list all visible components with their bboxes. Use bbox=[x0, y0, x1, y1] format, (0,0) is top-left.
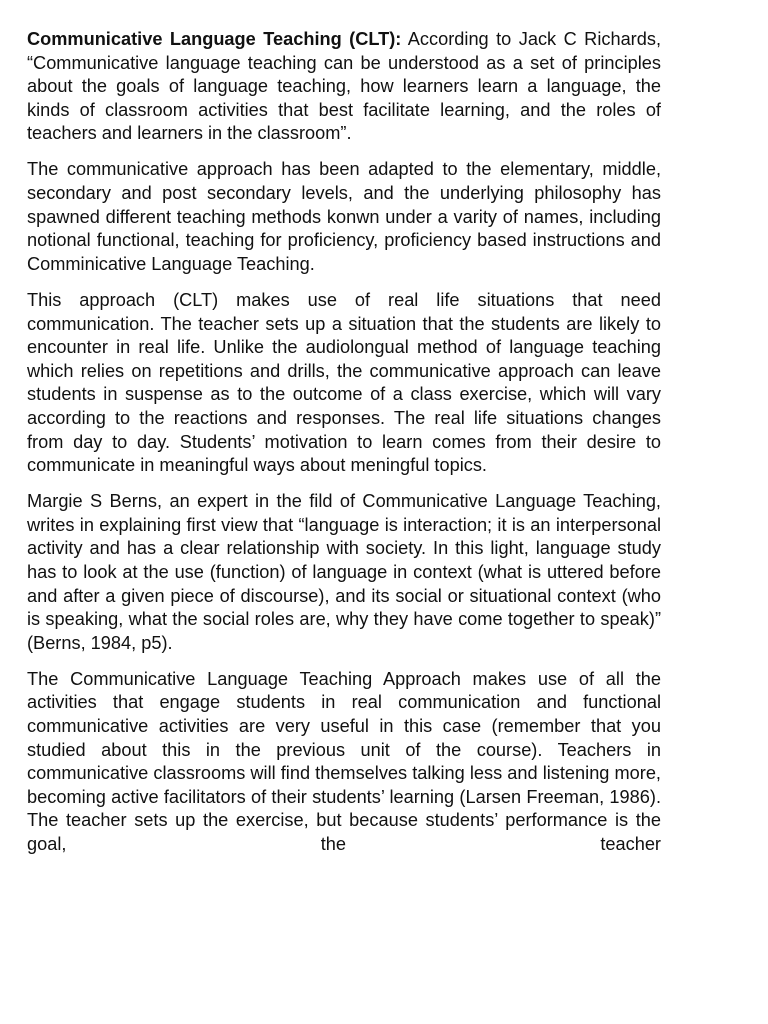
paragraph-text: The communicative approach has been adapted to the elementary, middle, secondary and post secondary levels, and the underlying philosophy has spawned different teaching methods konwn under a varity of names, including notional functional, teaching for proficiency, proficiency based instructions and Comminicative Language Teaching. bbox=[27, 159, 661, 274]
paragraph-clt-activities bbox=[27, 668, 661, 857]
paragraph-text: The Communicative Language Teaching Approach makes use of all the activities that engage students in real communication and functional communicative activities are very useful in this case (remember that you studied about this in the previous unit of the course). Teachers in communicative classrooms will find themselves talking less and listening more, becoming active facilitators of their students’ learning (Larsen Freeman, 1986). The teacher sets up the exercise, but because students’ performance is the goal, the teacher bbox=[27, 668, 661, 854]
document-page bbox=[27, 28, 661, 869]
paragraph-text: This approach (CLT) makes use of real life situations that need communication. The teacher sets up a situation that the students are likely to encounter in real life. Unlike the audiolongual method of language teaching which relies on repetitions and drills, the communicative approach can leave students in suspense as to the outcome of a class exercise, which will vary according to the reactions and responses. The real life situations changes from day to day. Students’ motivation to learn comes from their desire to communicate in meaningful ways about meningful topics. bbox=[27, 289, 661, 476]
paragraph-real-life-situations bbox=[27, 289, 661, 478]
paragraph-text: Margie S Berns, an expert in the fild of Communicative Language Teaching, writes in explaining first view that “language is interaction; it is an interpersonal activity and has a clear relationship with society. In this light, language study has to look at the use (function) of language in context (what is uttered before and after a given piece of discourse), and its social or situational context (who is speaking, what the social roles are, why they have come together to speak)” (Berns, 1984, p5). bbox=[27, 491, 661, 653]
paragraph-text: According to Jack C Richards, “Communicative language teaching can be understood as a set of principles about the goals of language teaching, how learners learn a language, the kinds of classroom activities that best facilitate learning, and the roles of teachers and learners in the classroom”. bbox=[27, 29, 661, 144]
paragraph-communicative-approach bbox=[27, 158, 661, 276]
paragraph-clt-definition bbox=[27, 28, 661, 146]
paragraph-heading: Communicative Language Teaching (CLT): bbox=[27, 29, 402, 49]
paragraph-berns-quote bbox=[27, 490, 661, 655]
